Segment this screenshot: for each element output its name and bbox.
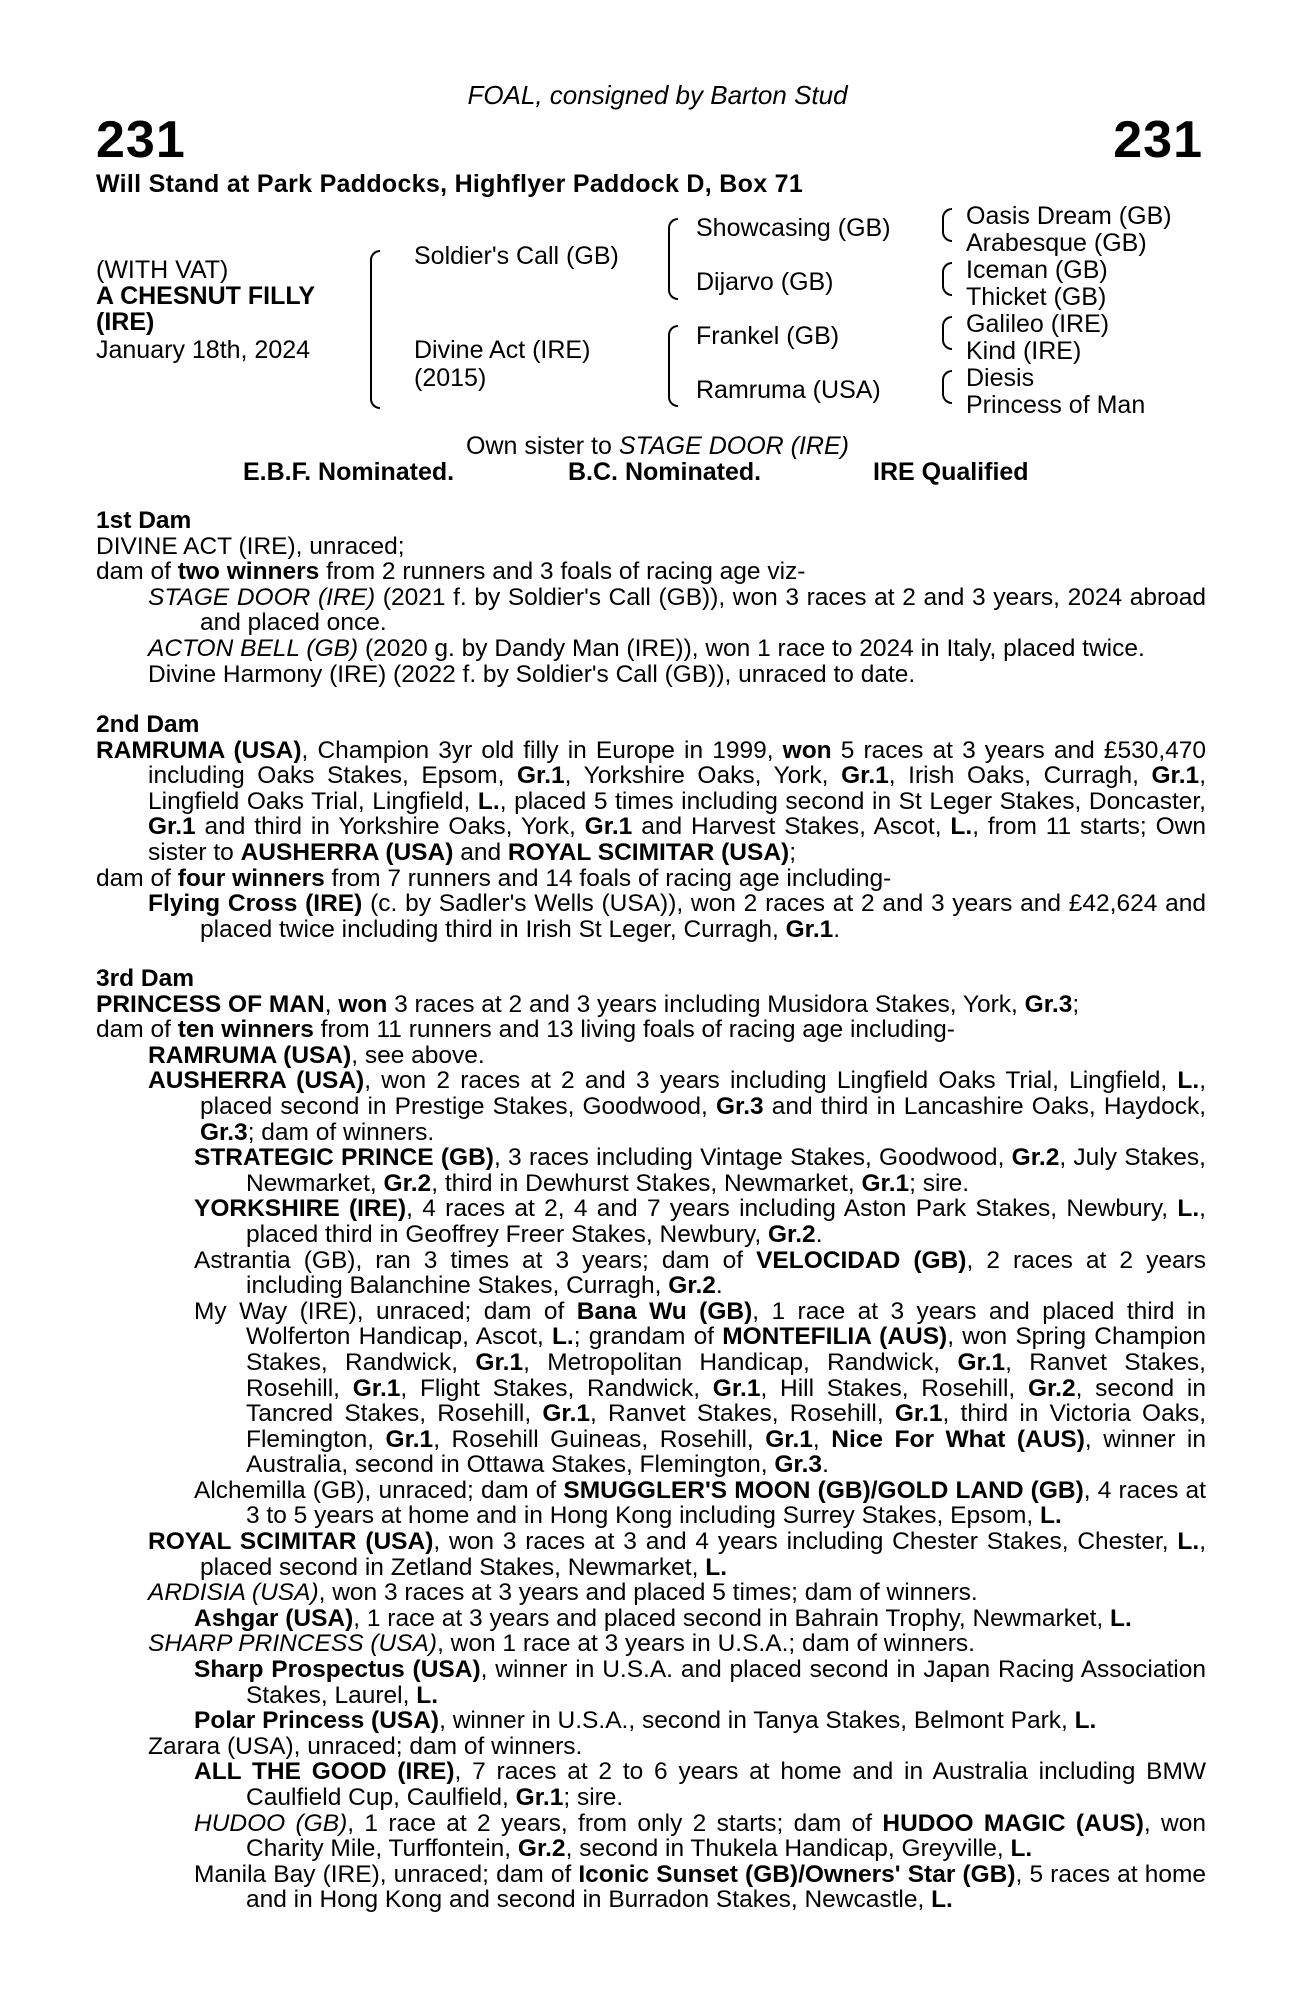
produce-entry: ACTON BELL (GB) (2020 g. by Dandy Man (IRE)), won 1 race to 2024 in Italy, placed twice. [148,634,1145,662]
produce-entry: AUSHERRA (USA), won 2 races at 2 and 3 years including Lingfield Oaks Trial, Lingfield, L., placed second in Prestige Stakes, Goodwood, Gr.3 and third in Lancashire Oaks, Haydock, Gr.3; dam of winners. [148,1067,1206,1146]
horse-name-line2: (IRE) [96,308,155,336]
third-dam-para: dam of ten winners from 11 runners and 13 living foals of racing age including- [96,1016,955,1044]
third-dam-section [96,966,1206,1913]
produce-entry: Sharp Prospectus (USA), winner in U.S.A. and placed second in Japan Racing Association Stakes, Laurel, L. [194,1656,1206,1709]
lot-number-left: 231 [96,111,186,169]
pedigree-dam-name: Divine Act (IRE) [414,336,591,364]
produce-entry: Polar Princess (USA), winner in U.S.A., second in Tanya Stakes, Belmont Park, L. [194,1707,1097,1735]
produce-entry: YORKSHIRE (IRE), 4 races at 2, 4 and 7 years including Aston Park Stakes, Newbury, L., placed third in Geoffrey Freer Stakes, Newbury, Gr.2. [194,1195,1206,1248]
produce-entry: ALL THE GOOD (IRE), 7 races at 2 to 6 years at home and in Australia including BMW Caulfield Cup, Caulfield, Gr.1; sire. [194,1758,1207,1811]
pedigree-gen3-1: Oasis Dream (GB) [966,202,1172,230]
pedigree-dam-sire: Frankel (GB) [696,322,840,350]
produce-entry: Manila Bay (IRE), unraced; dam of Iconic Sunset (GB)/Owners' Star (GB), 5 races at home and in Hong Kong and second in Burradon Stakes, Newcastle, L. [194,1860,1206,1914]
produce-entry: ROYAL SCIMITAR (USA), won 3 races at 3 and 4 years including Chester Stakes, Chester, L., placed second in Zetland Stakes, Newmarket, L. [148,1528,1206,1581]
produce-entry: RAMRUMA (USA), see above. [148,1041,485,1069]
first-dam-heading: 1st Dam [96,507,192,534]
own-sister-name: STAGE DOOR (IRE) [618,432,849,460]
pedigree-gen3-7: Diesis [966,364,1035,392]
pedigree-gen3-3: Iceman (GB) [966,256,1108,284]
produce-entry: Divine Harmony (IRE) (2022 f. by Soldier's Call (GB)), unraced to date. [148,660,916,688]
ebf-nomination: E.B.F. Nominated. [243,458,455,486]
produce-entry: Alchemilla (GB), unraced; dam of SMUGGLER'S MOON (GB)/GOLD LAND (GB), 4 races at 3 to 5 years at home and in Hong Kong including Surrey Stakes, Epsom, L. [194,1476,1206,1530]
second-dam-section [96,712,1206,942]
produce-entry: Ashgar (USA), 1 race at 3 years and placed second in Bahrain Trophy, Newmarket, L. [194,1604,1132,1632]
lot-number-right: 231 [1113,111,1203,169]
third-dam-heading: 3rd Dam [96,965,195,992]
pedigree-gen3-6: Kind (IRE) [966,337,1082,365]
second-dam-heading: 2nd Dam [96,711,200,738]
first-dam-section [96,508,1206,687]
first-dam-produce-summary: dam of two winners from 2 runners and 3 foals of racing age viz- [96,558,806,586]
date-of-birth: January 18th, 2024 [96,336,311,364]
second-dam-produce-summary: dam of four winners from 7 runners and 14 foals of racing age including- [96,864,892,892]
vat-note: (WITH VAT) [96,256,229,284]
bc-nomination: B.C. Nominated. [568,458,762,486]
first-dam-line: DIVINE ACT (IRE), unraced; [96,532,405,560]
pedigree-brace-ss [942,208,952,242]
third-dam-para: PRINCESS OF MAN, won 3 races at 2 and 3 years including Musidora Stakes, York, Gr.3; [96,990,1080,1018]
pedigree-dam-year: (2015) [414,364,487,392]
pedigree-gen3-8: Princess of Man [966,391,1146,419]
pedigree-sire-sire: Showcasing (GB) [696,214,891,242]
stand-location: Will Stand at Park Paddocks, Highflyer Paddock D, Box 71 [96,170,804,198]
produce-entry: SHARP PRINCESS (USA), won 1 race at 3 years in U.S.A.; dam of winners. [148,1630,975,1658]
produce-entry: STRATEGIC PRINCE (GB), 3 races including Vintage Stakes, Goodwood, Gr.2, July Stakes, Newmarket, Gr.2, third in Dewhurst Stakes, Newmarket, Gr.1; sire. [194,1144,1206,1197]
pedigree-brace-sire [668,218,678,300]
ire-qualified: IRE Qualified [873,458,1029,486]
consignment-line: FOAL, consigned by Barton Stud [467,80,848,110]
produce-entry: HUDOO (GB), 1 race at 2 years, from only 2 starts; dam of HUDOO MAGIC (AUS), won Charity Mile, Turffontein, Gr.2, second in Thukela Handicap, Greyville, L. [194,1809,1206,1863]
pedigree-brace-gen1 [370,250,380,409]
pedigree-brace-ds [942,316,952,350]
produce-entry: Astrantia (GB), ran 3 times at 3 years; dam of VELOCIDAD (GB), 2 races at 2 years including Balanchine Stakes, Curragh, Gr.2. [194,1246,1206,1300]
pedigree-sire-dam: Dijarvo (GB) [696,268,834,296]
pedigree-brace-dd [942,370,952,404]
pedigree-brace-dam [668,325,678,407]
produce-entry: My Way (IRE), unraced; dam of Bana Wu (GB), 1 race at 3 years and placed third in Wolferton Handicap, Ascot, L.; grandam of MONTEFILIA (AUS), won Spring Champion Stakes, Randwick, Gr.1, Metropolitan Handicap, Randwick, Gr.1, Ranvet Stakes, Rosehill, Gr.1, Flight Stakes, Randwick, Gr.1, Hill Stakes, Rosehill, Gr.2, second in Tancred Stakes, Rosehill, Gr.1, Ranvet Stakes, Rosehill, Gr.1, third in Victoria Oaks, Flemington, Gr.1, Rosehill Guineas, Rosehill, Gr.1, Nice For What (AUS), winner in Australia, second in Ottawa Stakes, Flemington, Gr.3. [194,1297,1207,1479]
produce-entry: Zarara (USA), unraced; dam of winners. [148,1732,583,1760]
produce-entry: STAGE DOOR (IRE) (2021 f. by Soldier's Call (GB)), won 3 races at 2 and 3 years, 2024 abroad and placed once. [148,583,1206,637]
pedigree-gen3-5: Galileo (IRE) [966,310,1110,338]
pedigree-sire: Soldier's Call (GB) [414,242,619,270]
second-dam-para: RAMRUMA (USA), Champion 3yr old filly in Europe in 1999, won 5 races at 3 years and £530,470 including Oaks Stakes, Epsom, Gr.1, Yorkshire Oaks, York, Gr.1, Irish Oaks, Curragh, Gr.1, Lingfield Oaks Trial, Lingfield, L., placed 5 times including second in St Leger Stakes, Doncaster, Gr.1 and third in Yorkshire Oaks, York, Gr.1 and Harvest Stakes, Ascot, L., from 11 starts; Own sister to AUSHERRA (USA) and ROYAL SCIMITAR (USA); [96,736,1207,866]
pedigree-gen3-2: Arabesque (GB) [966,229,1147,257]
pedigree-dam-dam: Ramruma (USA) [696,376,881,404]
third-dam-body [96,992,1206,1913]
produce-entry: Flying Cross (IRE) (c. by Sadler's Wells (USA)), won 2 races at 2 and 3 years and £42,624 and placed twice including third in Irish St Leger, Curragh, Gr.1. [148,890,1207,943]
pedigree-brace-sd [942,262,952,296]
horse-name-line1: A CHESNUT FILLY [96,282,315,310]
pedigree-gen3-4: Thicket (GB) [966,283,1107,311]
produce-entry: ARDISIA (USA), won 3 races at 3 years and placed 5 times; dam of winners. [148,1579,978,1607]
own-sister-note: Own sister to STAGE DOOR (IRE) [466,432,849,460]
